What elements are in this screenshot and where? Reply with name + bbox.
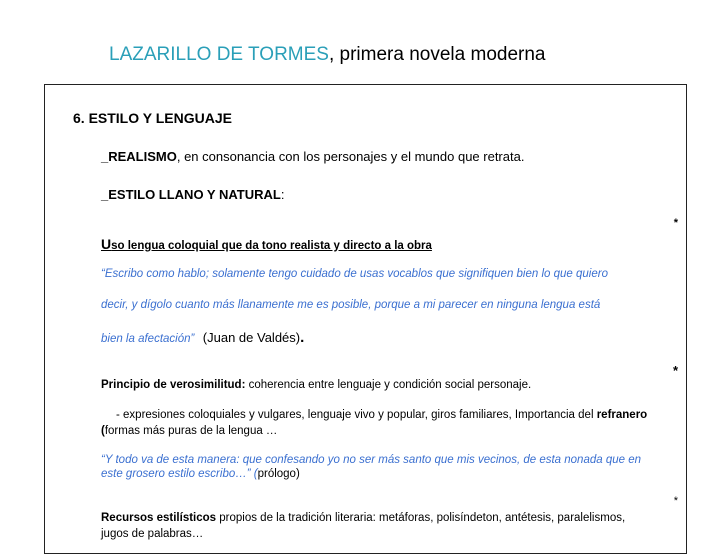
quote-author: (Juan de Valdés) <box>202 330 301 345</box>
bullet-marker-2: * <box>672 363 678 378</box>
estilo-line <box>101 187 284 202</box>
bullet-marker-3: * <box>673 495 678 507</box>
expresiones-line1 <box>116 409 647 421</box>
estilo-label: _ESTILO LLANO Y NATURAL <box>101 187 281 202</box>
quote-prologo-line2 <box>101 468 300 480</box>
title-accent: LAZARILLO DE TORMES <box>109 44 329 65</box>
uso-first-letter: U <box>101 236 112 252</box>
expresiones-paren: ( <box>101 425 105 437</box>
quote-valdes-line2: decir, y dígolo cuanto más llanamente me es posible, porque a mi parecer en ninguna lengua está <box>101 299 601 311</box>
quote-prologo-text: este grosero estilo escribo…” ( <box>101 468 258 480</box>
uso-text: so lengua coloquial que da tono realista y directo a la obra <box>111 240 432 252</box>
quote-valdes-line3 <box>101 329 304 347</box>
principio-text: coherencia entre lenguaje y condición social personaje. <box>245 379 532 391</box>
quote-valdes-end: bien la afectación” <box>101 333 195 345</box>
realismo-label: _REALISMO <box>101 149 177 164</box>
quote-period: . <box>300 329 305 346</box>
quote-prologo-line1: “Y todo va de esta manera: que confesando yo no ser más santo que mis vecinos, de esta nonada que en <box>101 454 642 466</box>
section-heading: 6. ESTILO Y LENGUAJE <box>73 110 232 126</box>
expresiones-text-2: formas más puras de la lengua … <box>104 425 278 437</box>
page-title <box>109 44 545 66</box>
quote-prologo-source: prólogo) <box>257 468 300 480</box>
expresiones-text: - expresiones coloquiales y vulgares, lenguaje vivo y popular, giros familiares, Importancia del <box>116 409 597 421</box>
recursos-label: Recursos estilísticos <box>101 512 217 524</box>
bullet-marker-1: * <box>673 217 678 229</box>
title-rest: , primera novela moderna <box>328 44 546 65</box>
recursos-text: propios de la tradición literaria: metáforas, polisíndeton, antétesis, paralelismos, <box>216 512 626 524</box>
estilo-colon: : <box>280 187 285 202</box>
recursos-line1 <box>101 512 625 524</box>
recursos-line2: jugos de palabras… <box>101 528 204 540</box>
realismo-line <box>101 149 524 164</box>
uso-line <box>101 236 432 254</box>
principio-label: Principio de verosimilitud: <box>101 379 246 391</box>
expresiones-line2 <box>101 425 277 437</box>
quote-valdes-line1: “Escribo como hablo; solamente tengo cuidado de usas vocablos que signifiquen bien lo que quiero <box>101 268 608 280</box>
refranero-word: refranero <box>596 409 648 421</box>
realismo-text: , en consonancia con los personajes y el mundo que retrata. <box>176 149 525 164</box>
principio-line <box>101 379 531 391</box>
